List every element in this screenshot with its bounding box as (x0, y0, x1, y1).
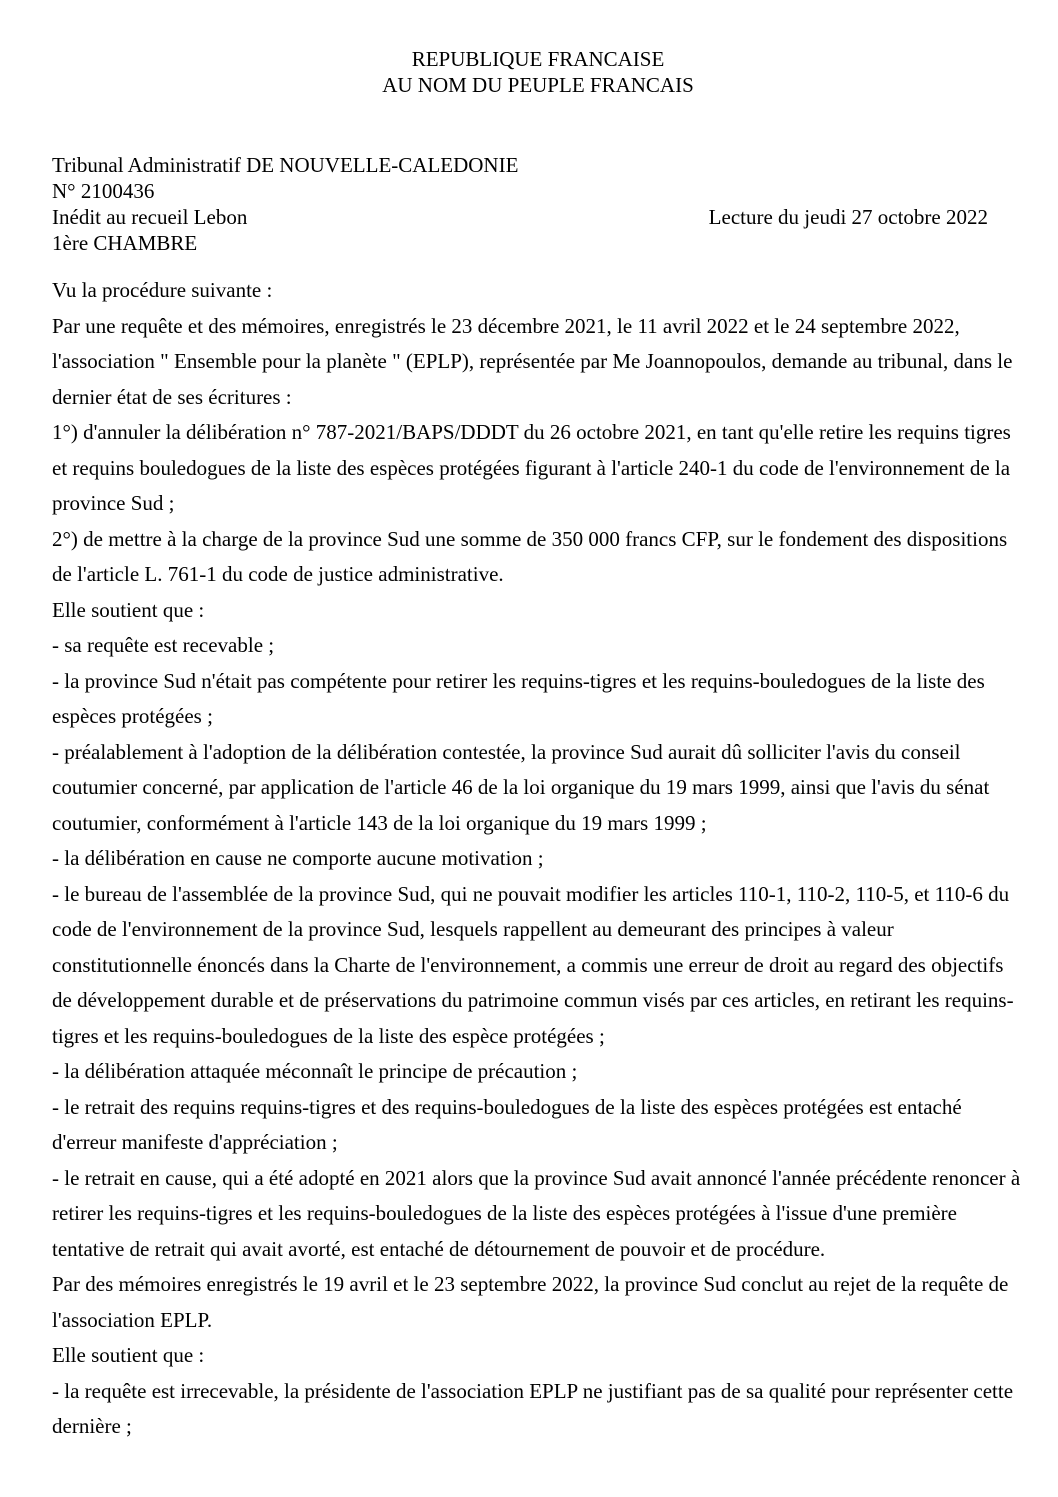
reading-date: Lecture du jeudi 27 octobre 2022 (708, 205, 988, 229)
court-name: Tribunal Administratif DE NOUVELLE-CALEDONIE (52, 153, 519, 177)
paragraph-claim-2: 2°) de mettre à la charge de la province Sud une somme de 350 000 francs CFP, sur le fondement des dispositions de l'article L. 761-1 du code de justice administrative. (52, 526, 1008, 586)
paragraph-argument-conseil-coutumier: - préalablement à l'adoption de la délibération contestée, la province Sud aurait dû solliciter l'avis du conseil coutumier concerné, par application de l'article 46 de la loi organique du 19 mars 1999, ainsi que l'avis du sénat coutumier, conformément à l'article 143 de la loi organique du 19 mars 1999 ; (52, 739, 990, 835)
paragraph-claim-1: 1°) d'annuler la délibération n° 787-2021/BAPS/DDDT du 26 octobre 2021, en tant qu'elle retire les requins tigres et requins bouledogues de la liste des espèces protégées figurant à l'article 240-1 du code de l'environnement de la province Sud ; (52, 420, 1011, 515)
document-header (52, 46, 1024, 98)
case-number: N° 2100436 (52, 179, 155, 203)
paragraph-province-argument-irrecevable: - la requête est irrecevable, la présidente de l'association EPLP ne justifiant pas de sa qualité pour représenter cette dernière ; (52, 1378, 1014, 1438)
paragraph-argument-erreur-manifeste: - le retrait des requins requins-tigres et des requins-bouledogues de la liste des espèces protégées est entaché d'erreur manifeste d'appréciation ; (52, 1094, 962, 1154)
case-meta-block (52, 152, 1024, 256)
paragraph-argument-precaution: - la délibération attaquée méconnaît le principe de précaution ; (52, 1059, 578, 1083)
paragraph-procedure-intro: Vu la procédure suivante : (52, 278, 273, 302)
paragraph-argument-detournement: - le retrait en cause, qui a été adopté en 2021 alors que la province Sud avait annoncé l'année précédente renoncer à retirer les requins-tigres et les requins-bouledogues de la liste des espèces protégées à l'issue d'une première tentative de retrait qui avait avorté, est entaché de détournement de pouvoir et de procédure. (52, 1165, 1021, 1261)
paragraph-province-reply: Par des mémoires enregistrés le 19 avril et le 23 septembre 2022, la province Sud conclut au rejet de la requête de l'association EPLP. (52, 1272, 1009, 1332)
paragraph-argument-erreur-de-droit: - le bureau de l'assemblée de la province Sud, qui ne pouvait modifier les articles 110-1, 110-2, 110-5, et 110-6 du code de l'environnement de la province Sud, lesquels rappellent au demeurant des principes à valeur constitutionnelle énoncés dans la Charte de l'environnement, a commis une erreur de droit au regard des objectifs de développement durable et de préservations du patrimoine commun visés par ces articles, en retirant les requins-tigres et les requins-bouledogues de la liste des espèce protégées ; (52, 881, 1014, 1048)
publication-row (52, 204, 1024, 230)
paragraph-claimant-arguments-intro: Elle soutient que : (52, 597, 205, 622)
republic-title-line: REPUBLIQUE FRANCAISE (411, 47, 665, 71)
people-title-line: AU NOM DU PEUPLE FRANCAIS (382, 73, 694, 97)
paragraph-argument-motivation: - la délibération en cause ne comporte aucune motivation ; (52, 846, 544, 870)
paragraph-province-arguments-intro: Elle soutient que : (52, 1343, 205, 1367)
decision-body (52, 273, 1024, 1445)
publication-status: Inédit au recueil Lebon (52, 205, 248, 229)
paragraph-argument-recevable: - sa requête est recevable ; (52, 633, 275, 657)
paragraph-request-summary: Par une requête et des mémoires, enregistrés le 23 décembre 2021, le 11 avril 2022 et le 24 septembre 2022, l'association " Ensemble pour la planète " (EPLP), représentée par Me Joannopoulos, demande au tribunal, dans le dernier état de ses écritures : (52, 313, 1013, 409)
chamber-name: 1ère CHAMBRE (52, 231, 198, 255)
paragraph-argument-competence: - la province Sud n'était pas compétente pour retirer les requins-tigres et les requins-bouledogues de la liste des espèces protégées ; (52, 668, 985, 728)
